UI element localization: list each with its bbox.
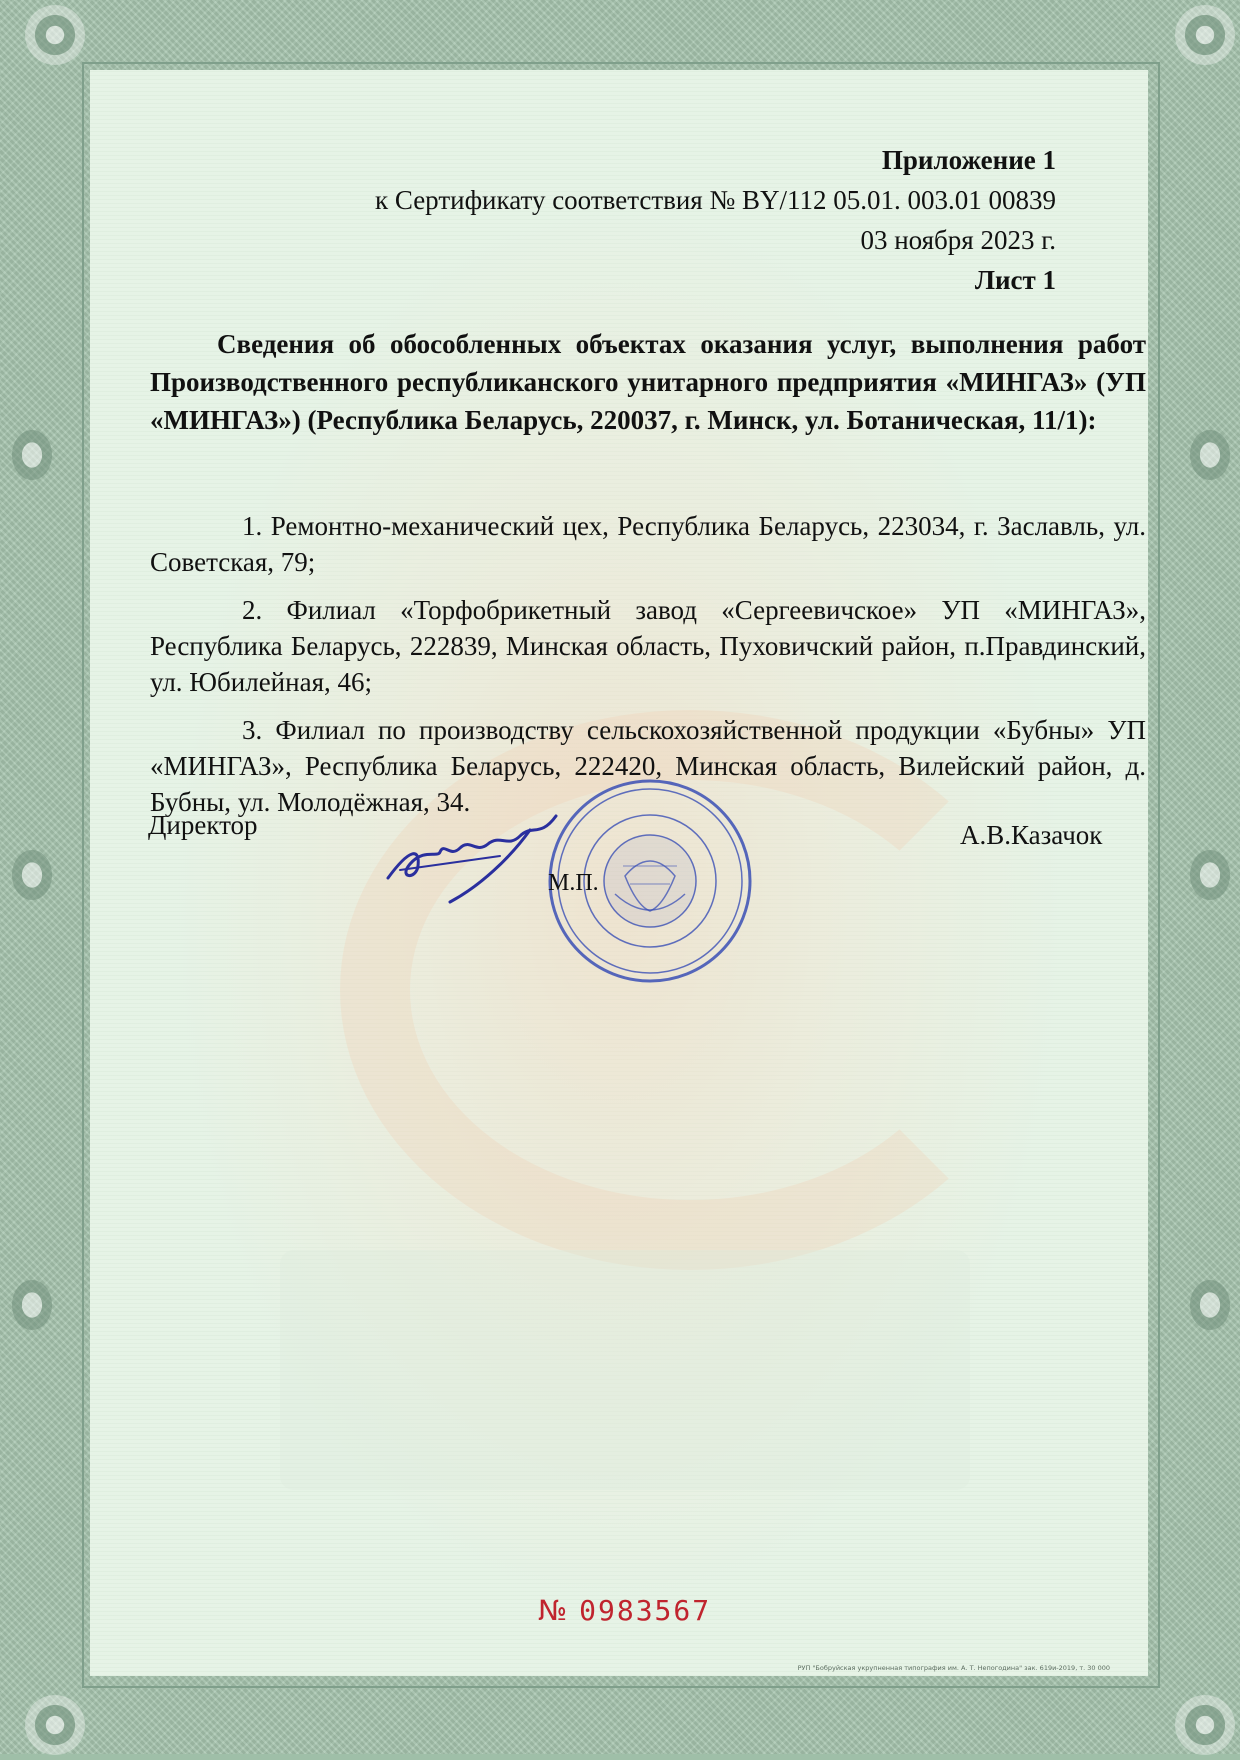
- list-item: 3. Филиал по производству сельскохозяйственной продукции «Бубны» УП «МИНГАЗ», Республика Беларусь, 222420, Минская область, Вилейский район, д. Бубны, ул. Молодёжная, 34.: [150, 715, 1146, 817]
- number-sign: №: [538, 1594, 570, 1627]
- sheet-label: Лист 1: [974, 265, 1056, 295]
- watermark-block: [280, 1250, 970, 1490]
- serial-value: 0983567: [579, 1594, 712, 1627]
- form-serial-number: [538, 1594, 711, 1627]
- signatory-position: Директор: [148, 810, 258, 840]
- seal-place-mark: М.П.: [548, 870, 599, 896]
- list-item: 2. Филиал «Торфобрикетный завод «Сергеевичское» УП «МИНГАЗ», Республика Беларусь, 222839, Минская область, Пуховичский район, п.Правдинский, ул. Юбилейная, 46;: [150, 595, 1146, 697]
- appendix-label: Приложение 1: [881, 145, 1056, 175]
- border-ornament: [20, 0, 90, 70]
- border-ornament: [20, 1690, 90, 1760]
- document-title: Сведения об обособленных объектах оказания услуг, выполнения работ Производственного республиканского унитарного предприятия «МИНГАЗ» (УП «МИНГАЗ») (Республика Беларусь, 220037, г. Минск, ул. Ботаническая, 11/1):: [150, 329, 1146, 435]
- document-header: [375, 140, 1056, 300]
- border-ornament: [1182, 1270, 1238, 1340]
- border-ornament: [1182, 420, 1238, 490]
- border-ornament: [4, 840, 60, 910]
- certificate-reference: к Сертификату соответствия № BY/112 05.01. 003.01 00839: [374, 185, 1056, 215]
- border-ornament: [1182, 840, 1238, 910]
- printer-imprint: РУП "Бобруйская укрупненная типография им. А. Т. Непогодина" зак. 619и-2019, т. 30 000: [797, 1664, 1110, 1672]
- border-ornament: [4, 1270, 60, 1340]
- list-item: 1. Ремонтно-механический цех, Республика Беларусь, 223034, г. Заславль, ул. Советская, 79;: [150, 511, 1146, 577]
- signatory-name: А.В.Казачок: [960, 820, 1103, 850]
- certificate-date: 03 ноября 2023 г.: [860, 225, 1056, 255]
- border-ornament: [1170, 0, 1240, 70]
- border-ornament: [4, 420, 60, 490]
- certificate-sheet: [90, 70, 1148, 1676]
- border-ornament: [1170, 1690, 1240, 1760]
